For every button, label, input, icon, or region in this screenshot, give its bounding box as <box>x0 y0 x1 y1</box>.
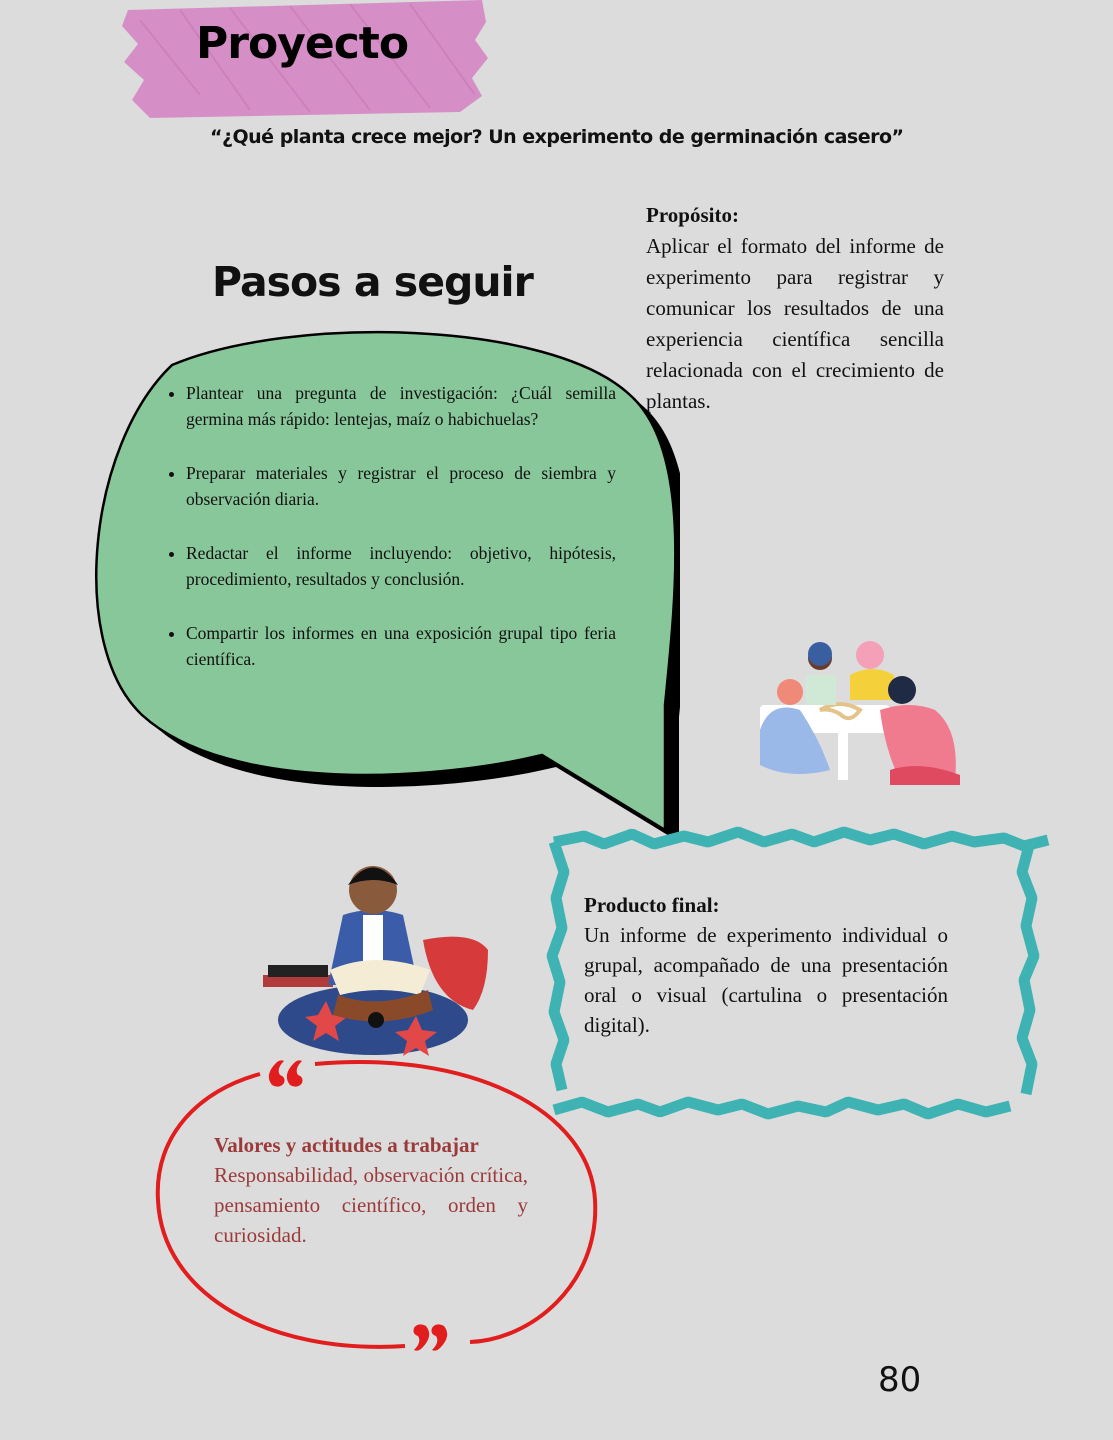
values-block <box>214 1130 528 1250</box>
step-item: • Compartir los informes en una exposición grupal tipo feria científica. <box>186 620 616 672</box>
steps-heading: Pasos a seguir <box>212 258 533 306</box>
children-playing-illustration <box>730 630 970 810</box>
close-quote-icon <box>414 1324 448 1350</box>
values-text: Responsabilidad, observación crítica, pensamiento científico, orden y curiosidad. <box>214 1163 528 1247</box>
page-number: 80 <box>878 1360 922 1400</box>
open-quote-icon <box>269 1060 303 1086</box>
project-subtitle: “¿Qué planta crece mejor? Un experimento de germinación casero” <box>210 126 904 148</box>
purpose-text: Aplicar el formato del informe de experimento para registrar y comunicar los resultados de una experiencia científica sencilla relacionada con el crecimiento de plantas. <box>646 234 944 413</box>
step-item: • Preparar materiales y registrar el proceso de siembra y observación diaria. <box>186 460 616 512</box>
page-title: Proyecto <box>196 18 409 69</box>
final-product-text: Un informe de experimento individual o grupal, acompañado de una presentación oral o visual (cartulina o presentación digital). <box>584 923 948 1037</box>
step-item: • Redactar el informe incluyendo: objetivo, hipótesis, procedimiento, resultados y conclusión. <box>186 540 616 592</box>
steps-list <box>170 380 616 700</box>
values-label: Valores y actitudes a trabajar <box>214 1133 479 1157</box>
final-product-block <box>584 890 948 1040</box>
purpose-label: Propósito: <box>646 203 739 227</box>
boy-reading-illustration <box>258 855 498 1060</box>
purpose-block <box>646 200 944 417</box>
step-item: • Plantear una pregunta de investigación: ¿Cuál semilla germina más rápido: lentejas, maíz o habichuelas? <box>186 380 616 432</box>
final-product-label: Producto final: <box>584 893 720 917</box>
